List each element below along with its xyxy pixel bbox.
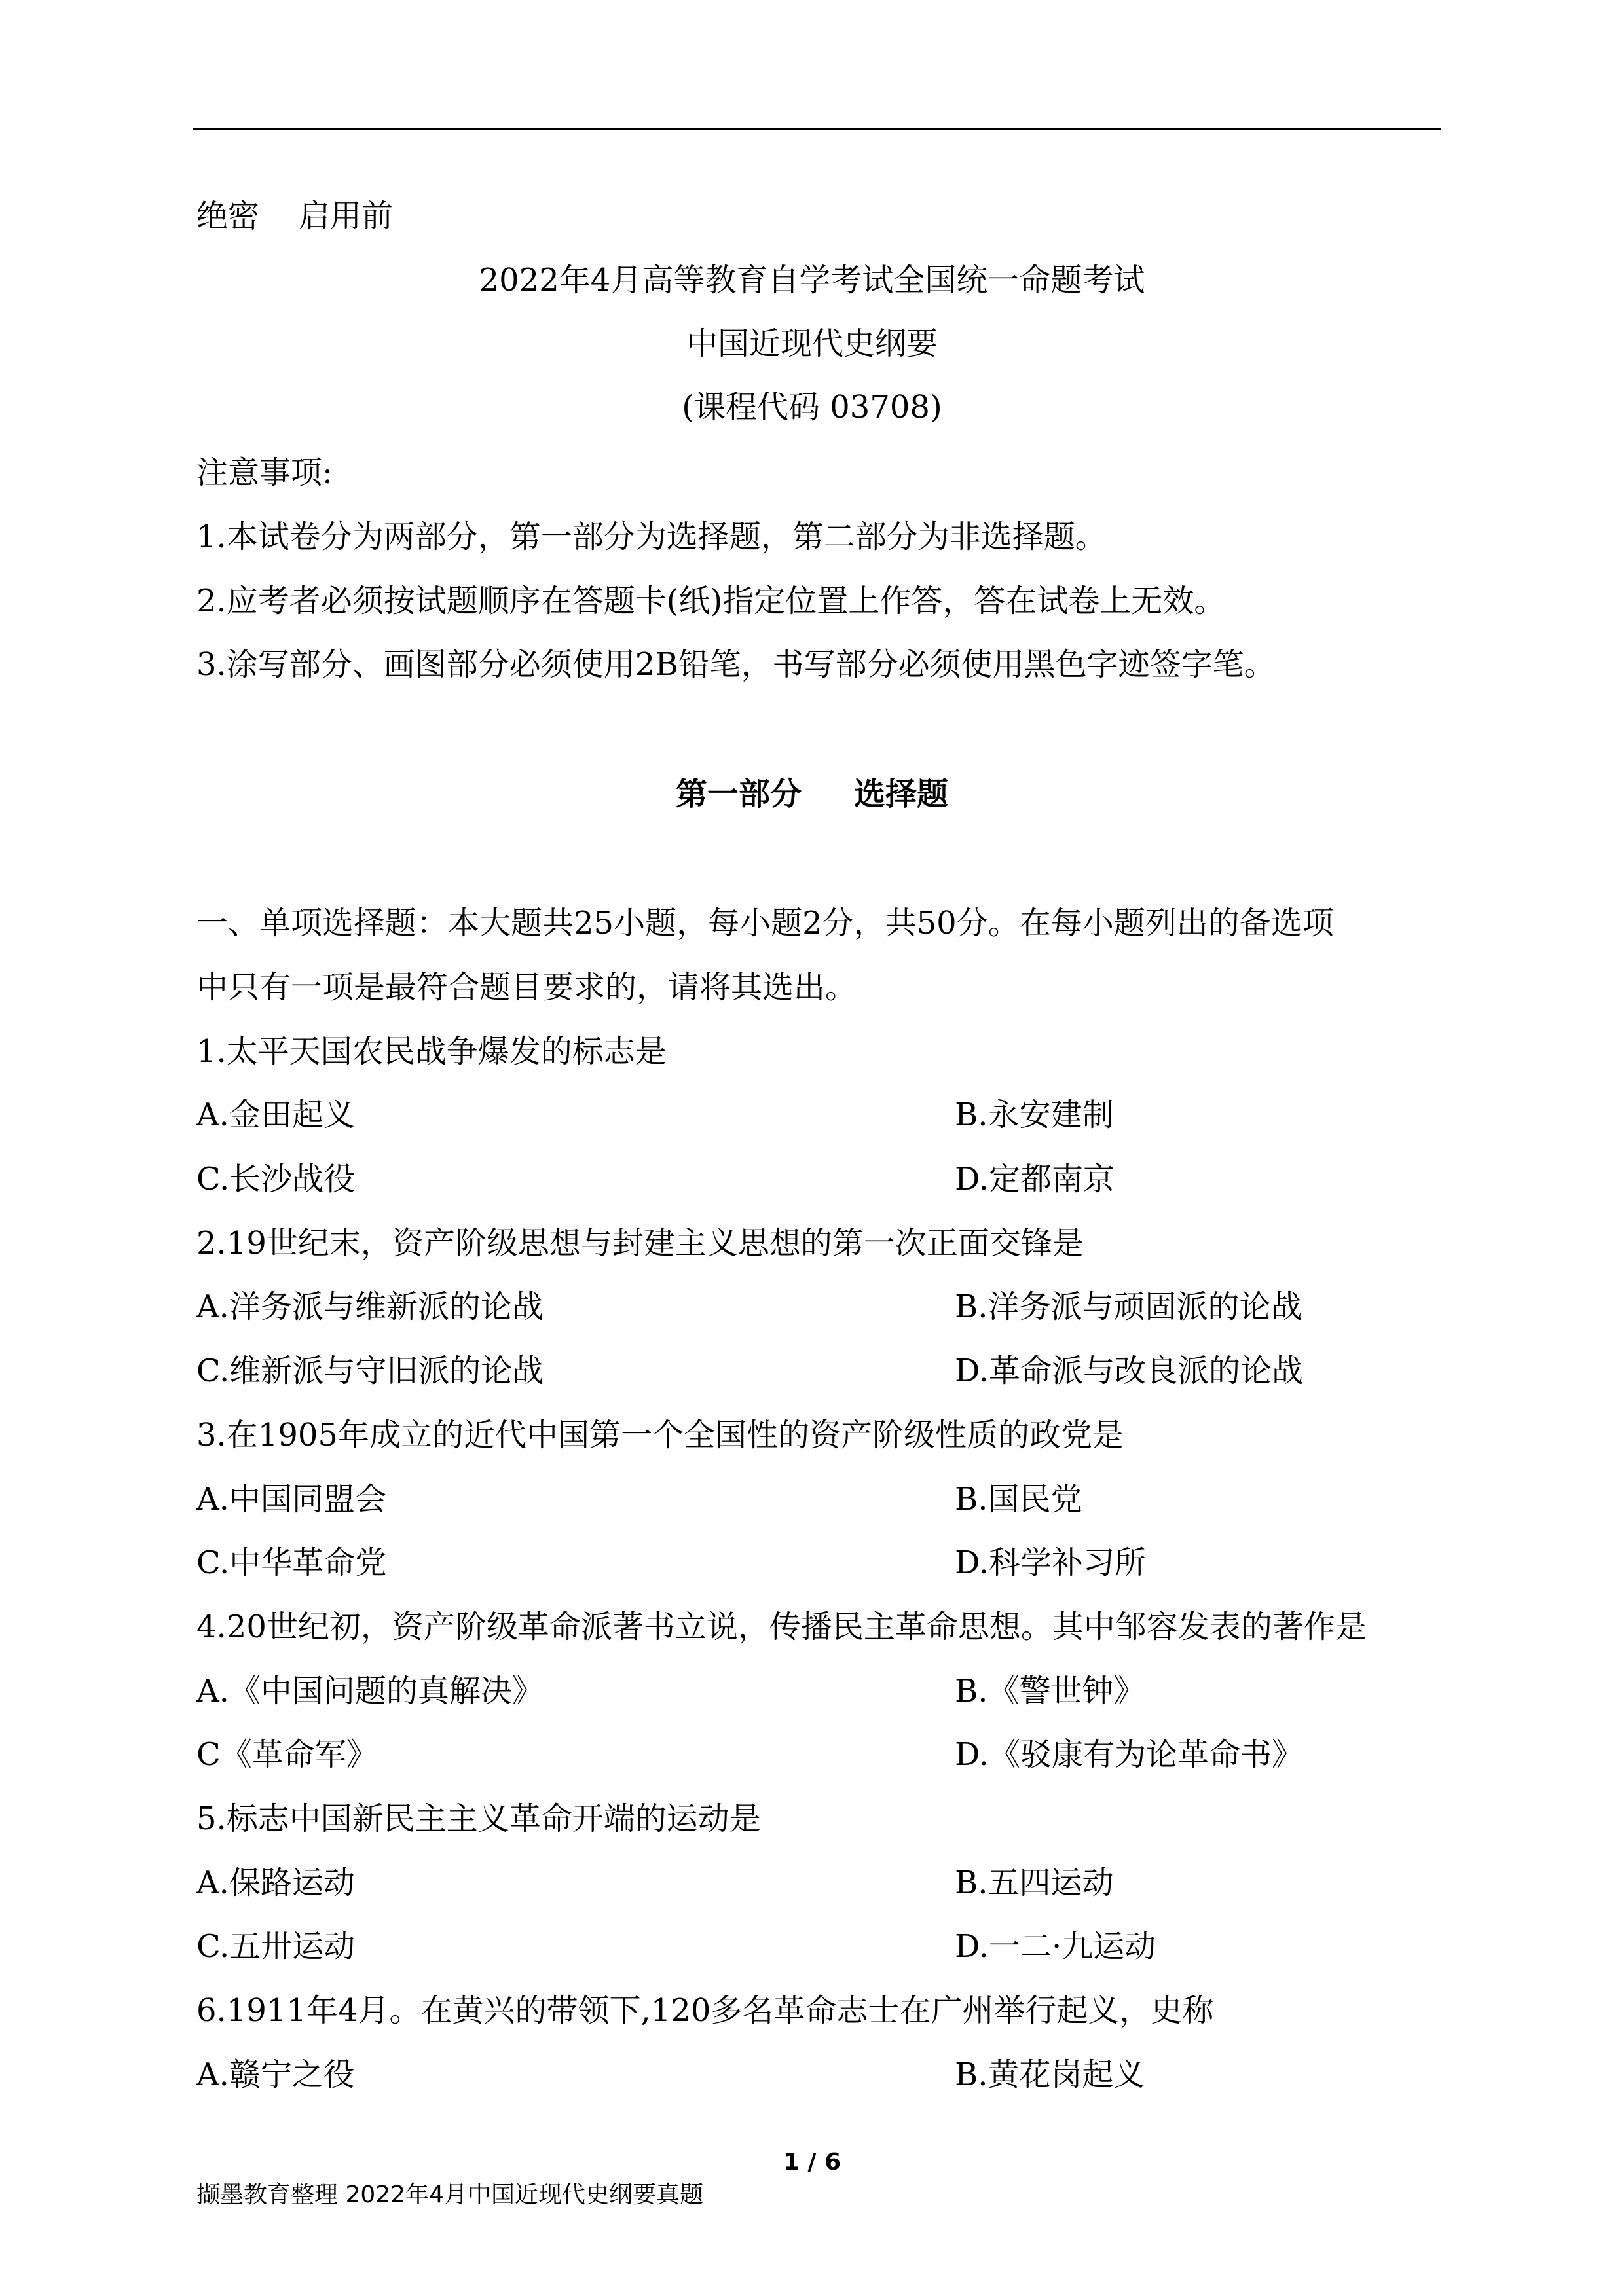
question-stem-6: 6.1911年4月。在黄兴的带领下,120多名革命志士在广州举行起义，史称 bbox=[196, 1992, 1214, 2029]
option-3c: C.中华革命党 bbox=[196, 1544, 387, 1581]
note-item-3: 3.涂写部分、画图部分必须使用2B铅笔，书写部分必须使用黑色字迹签字笔。 bbox=[196, 646, 1276, 683]
option-1b: B.永安建制 bbox=[955, 1097, 1114, 1133]
part-subtitle-text: 选择题 bbox=[854, 776, 949, 812]
exam-title: 2022年4月高等教育自学考试全国统一命题考试 bbox=[479, 262, 1145, 299]
question-stem-3: 3.在1905年成立的近代中国第一个全国性的资产阶级性质的政党是 bbox=[196, 1417, 1124, 1453]
option-5c: C.五卅运动 bbox=[196, 1928, 356, 1965]
option-5d: D.一二·九运动 bbox=[955, 1928, 1156, 1965]
question-stem-2: 2.19世纪末，资产阶级思想与封建主义思想的第一次正面交锋是 bbox=[196, 1225, 1084, 1262]
section-instructions-line1: 一、单项选择题：本大题共25小题，每小题2分，共50分。在每小题列出的备选项 bbox=[196, 905, 1334, 941]
page-number: 1 / 6 bbox=[783, 2149, 841, 2176]
course-name: 中国近现代史纲要 bbox=[686, 325, 938, 362]
notes-heading: 注意事项: bbox=[196, 454, 333, 491]
question-stem-5: 5.标志中国新民主主义革命开端的运动是 bbox=[196, 1800, 761, 1837]
note-item-2: 2.应考者必须按试题顺序在答题卡(纸)指定位置上作答，答在试卷上无效。 bbox=[196, 583, 1226, 619]
before-use-text: 启用前 bbox=[299, 198, 394, 234]
note-item-1: 1.本试卷分为两部分，第一部分为选择题，第二部分为非选择题。 bbox=[196, 519, 1107, 555]
option-2b: B.洋务派与顽固派的论战 bbox=[955, 1288, 1302, 1325]
option-4c: C《革命军》 bbox=[196, 1736, 378, 1773]
top-rule bbox=[193, 128, 1441, 130]
question-stem-1: 1.太平天国农民战争爆发的标志是 bbox=[196, 1033, 667, 1070]
option-6a: A.赣宁之役 bbox=[196, 2056, 355, 2093]
question-stem-4: 4.20世纪初，资产阶级革命派著书立说，传播民主革命思想。其中邹容发表的著作是 bbox=[196, 1609, 1367, 1645]
option-2d: D.革命派与改良派的论战 bbox=[955, 1353, 1304, 1389]
option-3a: A.中国同盟会 bbox=[196, 1481, 386, 1518]
confidential-label bbox=[196, 196, 393, 236]
part-title-text: 第一部分 bbox=[675, 776, 802, 812]
section-instructions-line2: 中只有一项是最符合题目要求的，请将其选出。 bbox=[196, 969, 857, 1006]
option-5b: B.五四运动 bbox=[955, 1865, 1114, 1901]
option-2c: C.维新派与守旧派的论战 bbox=[196, 1353, 544, 1389]
option-4d: D.《驳康有为论革命书》 bbox=[955, 1736, 1304, 1773]
part-title bbox=[0, 774, 1624, 814]
option-1a: A.金田起义 bbox=[196, 1097, 355, 1133]
option-3d: D.科学补习所 bbox=[955, 1544, 1147, 1581]
option-3b: B.国民党 bbox=[955, 1481, 1082, 1518]
option-1c: C.长沙战役 bbox=[196, 1161, 356, 1197]
course-code: (课程代码 03708) bbox=[682, 389, 942, 426]
option-4a: A.《中国问题的真解决》 bbox=[196, 1673, 544, 1709]
option-6b: B.黄花岗起义 bbox=[955, 2056, 1145, 2093]
secret-text: 绝密 bbox=[196, 198, 260, 234]
option-4b: B.《警世钟》 bbox=[955, 1673, 1145, 1709]
option-1d: D.定都南京 bbox=[955, 1161, 1115, 1197]
option-5a: A.保路运动 bbox=[196, 1865, 355, 1901]
footer-source: 撷墨教育整理 2022年4月中国近现代史纲要真题 bbox=[196, 2181, 703, 2208]
option-2a: A.洋务派与维新派的论战 bbox=[196, 1288, 544, 1325]
